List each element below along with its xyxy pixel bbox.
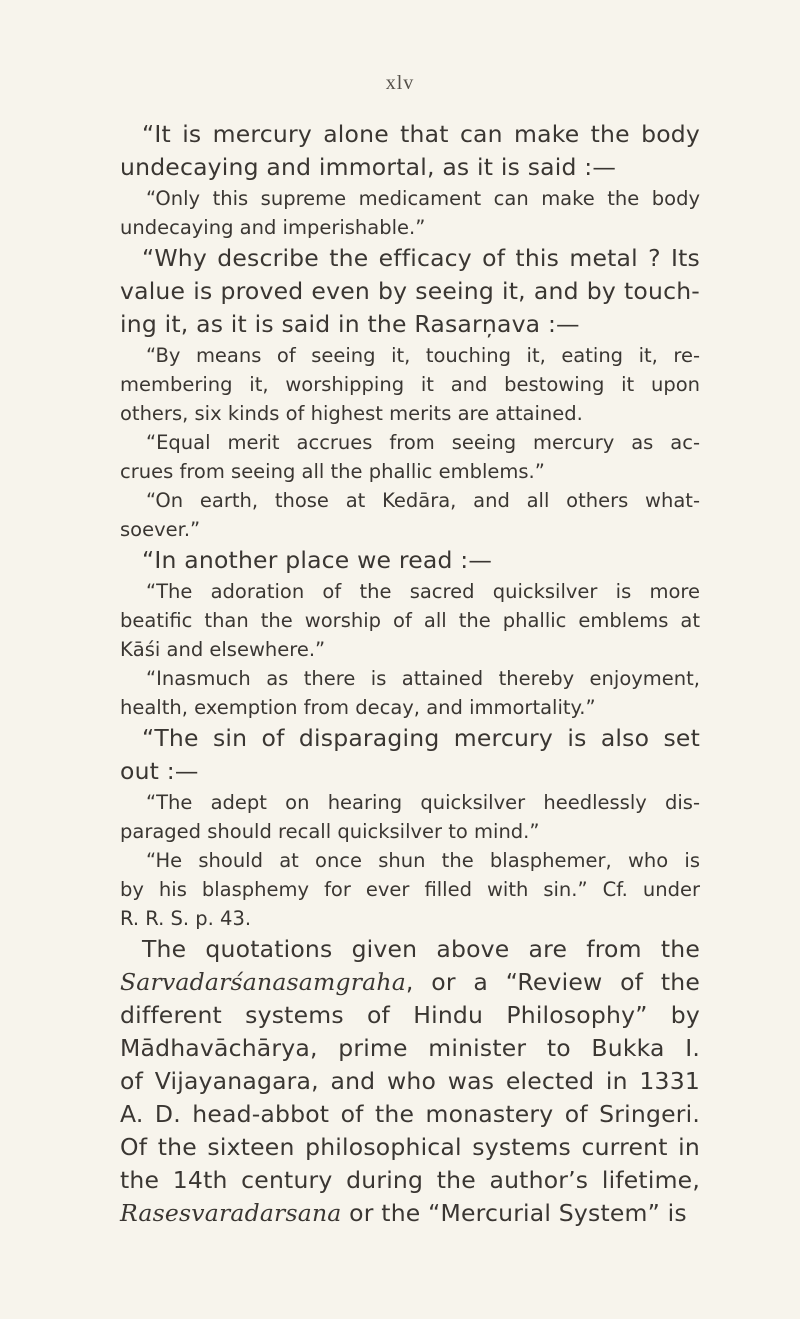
paragraph (120, 242, 700, 341)
text-line: ing it, as it is said in the Rasarņava :— (120, 310, 580, 338)
text-line: health, exemption from decay, and immortality.” (120, 696, 596, 719)
paragraph (120, 544, 700, 577)
text-line: “The sin of disparaging mercury is also set (142, 724, 700, 752)
text-line: the 14th century during the author’s lifetime, (120, 1166, 700, 1194)
text-line: “Equal merit accrues from seeing mercury as ac- (146, 431, 700, 454)
text-line: “It is mercury alone that can make the body (142, 120, 700, 148)
paragraph (120, 486, 700, 544)
text-line: Sarvadarśanasamgraha, or a “Review of the (120, 968, 700, 996)
text-line: others, six kinds of highest merits are attained. (120, 402, 583, 425)
text-line: The quotations given above are from the (142, 935, 700, 963)
paragraph (120, 428, 700, 486)
text-line: Mādhavāchārya, prime minister to Bukka I. (120, 1034, 700, 1062)
italic-title: Sarvadarśanasamgraha (120, 968, 406, 996)
text-line: “The adept on hearing quicksilver heedlessly dis- (146, 791, 700, 814)
text-line: by his blasphemy for ever filled with sin.” Cf. under (120, 878, 700, 901)
text-line: undecaying and immortal, as it is said :— (120, 153, 617, 181)
paragraph (120, 846, 700, 933)
text-line: soever.” (120, 518, 201, 541)
text-line: of Vijayanagara, and who was elected in 1331 (120, 1067, 700, 1095)
page-number: xlv (385, 72, 415, 94)
text-line: “Inasmuch as there is attained thereby enjoyment, (146, 667, 700, 690)
text-line: out :— (120, 757, 199, 785)
text-line: paraged should recall quicksilver to mind.” (120, 820, 540, 843)
text-line: A. D. head-abbot of the monastery of Sringeri. (120, 1100, 700, 1128)
text-line: Kāśi and elsewhere.” (120, 638, 326, 661)
text-line: “The adoration of the sacred quicksilver is more (146, 580, 700, 603)
text-line: “Why describe the efficacy of this metal ? Its (142, 244, 700, 272)
text-line: “By means of seeing it, touching it, eating it, re- (146, 344, 700, 367)
body-text (120, 118, 700, 1230)
text-line: undecaying and imperishable.” (120, 216, 426, 239)
paragraph (120, 184, 700, 242)
text-line: value is proved even by seeing it, and by touch- (120, 277, 700, 305)
text-line: different systems of Hindu Philosophy” by (120, 1001, 700, 1029)
text-line: Rasesvaradarsana or the “Mercurial System” is (120, 1199, 687, 1227)
text-line: Of the sixteen philosophical systems current in (120, 1133, 700, 1161)
paragraph (120, 664, 700, 722)
text-line: membering it, worshipping it and bestowing it upon (120, 373, 700, 396)
text-line: beatific than the worship of all the phallic emblems at (120, 609, 700, 632)
paragraph (120, 788, 700, 846)
paragraph (120, 577, 700, 664)
paragraph (120, 933, 700, 1230)
paragraph (120, 341, 700, 428)
text-line: “Only this supreme medicament can make the body (146, 187, 700, 210)
text-line: “On earth, those at Kedāra, and all others what- (146, 489, 700, 512)
paragraph (120, 118, 700, 184)
text-line: “In another place we read :— (142, 546, 493, 574)
text-line: crues from seeing all the phallic emblems.” (120, 460, 545, 483)
italic-title: Rasesvaradarsana (120, 1199, 342, 1227)
text-line: “He should at once shun the blasphemer, who is (146, 849, 700, 872)
paragraph (120, 722, 700, 788)
text-line: R. R. S. p. 43. (120, 907, 252, 930)
